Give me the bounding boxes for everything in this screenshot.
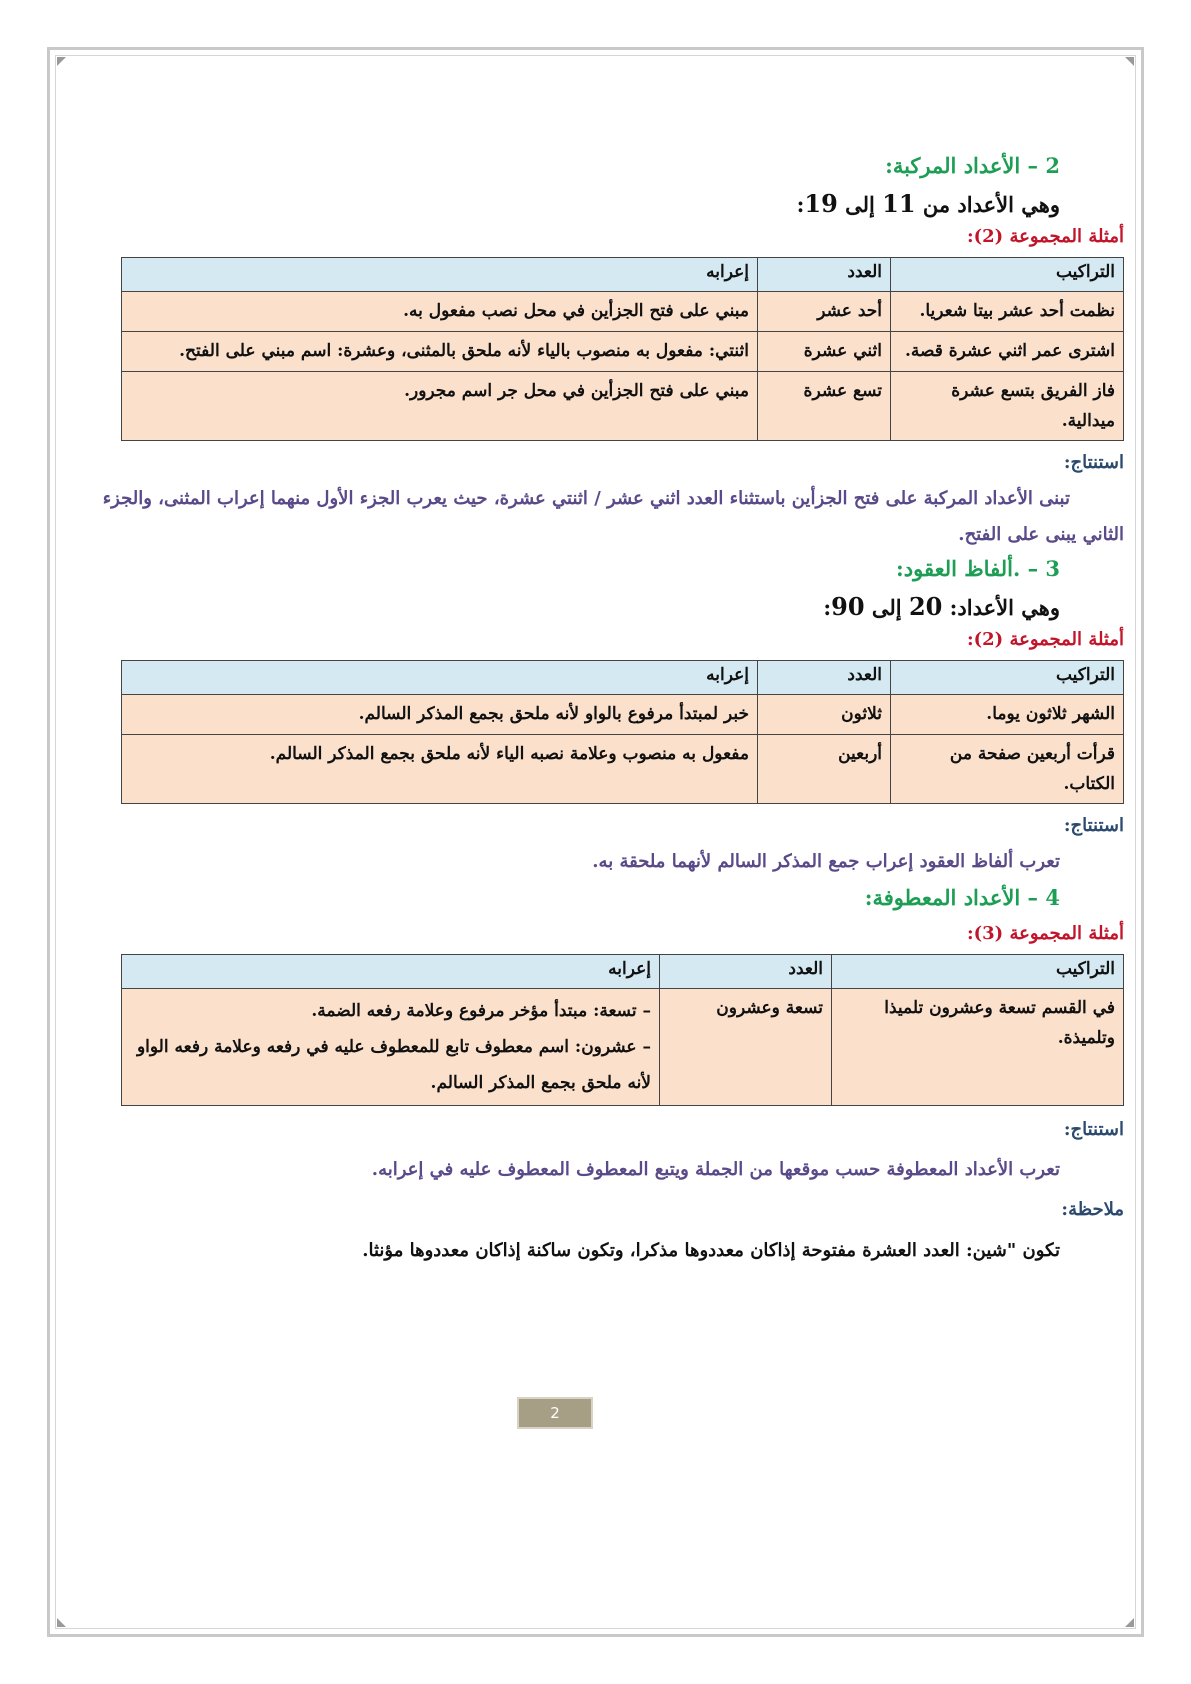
section-4-conclusion-text: تعرب الأعداد المعطوفة حسب موقعها من الجملة ويتبع المعطوف المعطوف عليه في إعرابه. (371, 1159, 1060, 1180)
cell-structure: الشهر ثلاثون يوما. (891, 695, 1124, 735)
parse-line-2: – عشرون: اسم معطوف تابع للمعطوف عليه في رفعه وعلامة رفعه الواو لأنه ملحق بجمع المذكر السالم. (136, 1037, 651, 1093)
table-row (122, 372, 1124, 441)
note-label: ملاحظة: (1061, 1199, 1124, 1220)
cell-structure: نظمت أحد عشر بيتا شعريا. (891, 292, 1124, 332)
intro-prefix: وهي الأعداد من (915, 192, 1060, 217)
intro-from: 20 (908, 592, 943, 621)
section-2-conclusion-text: تبنى الأعداد المركبة على فتح الجزأين باستثناء العدد اثني عشر / اثنتي عشرة، حيث يعرب الجزء الأول منهما إعراب المثنى، والجزء الثاني يبنى على الفتح. (102, 488, 1124, 545)
document-body (57, 150, 1134, 1268)
cell-parsing: مبني على فتح الجزأين في محل جر اسم مجرور. (122, 372, 758, 441)
parse-line-1: – تسعة: مبتدأ مؤخر مرفوع وعلامة رفعه الضمة. (311, 1001, 651, 1021)
header-parsing: إعرابه (122, 258, 758, 292)
cell-number: أحد عشر (758, 292, 891, 332)
cell-parsing: مبني على فتح الجزأين في محل نصب مفعول به. (122, 292, 758, 332)
intro-mid: إلى (864, 595, 909, 620)
note-text: تكون "شين: العدد العشرة مفتوحة إذاكان معددوها مذكرا، وتكون ساكنة إذاكان معددوها مؤنثا. (362, 1240, 1060, 1261)
section-3-conclusion-text: تعرب ألفاظ العقود إعراب جمع المذكر السالم لأنهما ملحقة به. (592, 851, 1060, 872)
section-3-intro (57, 591, 1060, 624)
intro-to: 90 (831, 592, 865, 621)
cell-structure: اشترى عمر اثني عشرة قصة. (891, 332, 1124, 372)
table-row (122, 695, 1124, 735)
section-2-intro (57, 188, 1060, 221)
section-3-group-label: أمثلة المجموعة (2): (966, 629, 1124, 650)
table-row (122, 332, 1124, 372)
cell-number: ثلاثون (758, 695, 891, 735)
corner-ornament-top-right (1125, 57, 1134, 66)
section-3-heading: 3 – .ألفاظ العقود: (896, 556, 1060, 581)
corner-ornament-bottom-right (1125, 1618, 1134, 1627)
section-4-group-label: أمثلة المجموعة (3): (966, 923, 1124, 944)
cell-number: أربعين (758, 735, 891, 804)
table-header-row (122, 258, 1124, 292)
section-2-group-label: أمثلة المجموعة (2): (966, 226, 1124, 247)
intro-suffix: : (823, 595, 832, 620)
header-structures: التراكيب (891, 661, 1124, 695)
cell-parsing (122, 989, 660, 1106)
header-parsing: إعرابه (122, 661, 758, 695)
cell-parsing: خبر لمبتدأ مرفوع بالواو لأنه ملحق بجمع المذكر السالم. (122, 695, 758, 735)
corner-ornament-bottom-left (57, 1618, 66, 1627)
table-header-row (122, 955, 1124, 989)
section-2-table (121, 257, 1124, 441)
table-row (122, 292, 1124, 332)
header-number: العدد (660, 955, 832, 989)
section-3-conclusion-label: استنتاج: (1063, 815, 1124, 836)
cell-parsing: مفعول به منصوب وعلامة نصبه الياء لأنه ملحق بجمع المذكر السالم. (122, 735, 758, 804)
cell-structure: قرأت أربعين صفحة من الكتاب. (891, 735, 1124, 804)
header-number: العدد (758, 661, 891, 695)
header-parsing: إعرابه (122, 955, 660, 989)
cell-structure: في القسم تسعة وعشرون تلميذا وتلميذة. (832, 989, 1124, 1106)
table-row (122, 989, 1124, 1106)
intro-suffix: : (796, 192, 805, 217)
intro-to: 19 (804, 189, 838, 218)
table-row (122, 735, 1124, 804)
cell-number: اثني عشرة (758, 332, 891, 372)
table-header-row (122, 661, 1124, 695)
corner-ornament-top-left (57, 57, 66, 66)
intro-from: 11 (882, 189, 916, 218)
section-3-table (121, 660, 1124, 804)
section-4-conclusion-label: استنتاج: (1063, 1119, 1124, 1140)
header-structures: التراكيب (832, 955, 1124, 989)
section-4-heading: 4 – الأعداد المعطوفة: (864, 885, 1060, 910)
page-number-badge: 2 (517, 1397, 593, 1429)
cell-number: تسعة وعشرون (660, 989, 832, 1106)
section-2-heading: 2 – الأعداد المركبة: (885, 153, 1060, 178)
cell-structure: فاز الفريق بتسع عشرة ميدالية. (891, 372, 1124, 441)
intro-mid: إلى (837, 192, 883, 217)
header-structures: التراكيب (891, 258, 1124, 292)
header-number: العدد (758, 258, 891, 292)
intro-prefix: وهي الأعداد: (942, 595, 1060, 620)
section-2-conclusion-label: استنتاج: (1063, 452, 1124, 473)
section-4-table (121, 954, 1124, 1106)
cell-parsing: اثنتي: مفعول به منصوب بالياء لأنه ملحق بالمثنى، وعشرة: اسم مبني على الفتح. (122, 332, 758, 372)
cell-number: تسع عشرة (758, 372, 891, 441)
